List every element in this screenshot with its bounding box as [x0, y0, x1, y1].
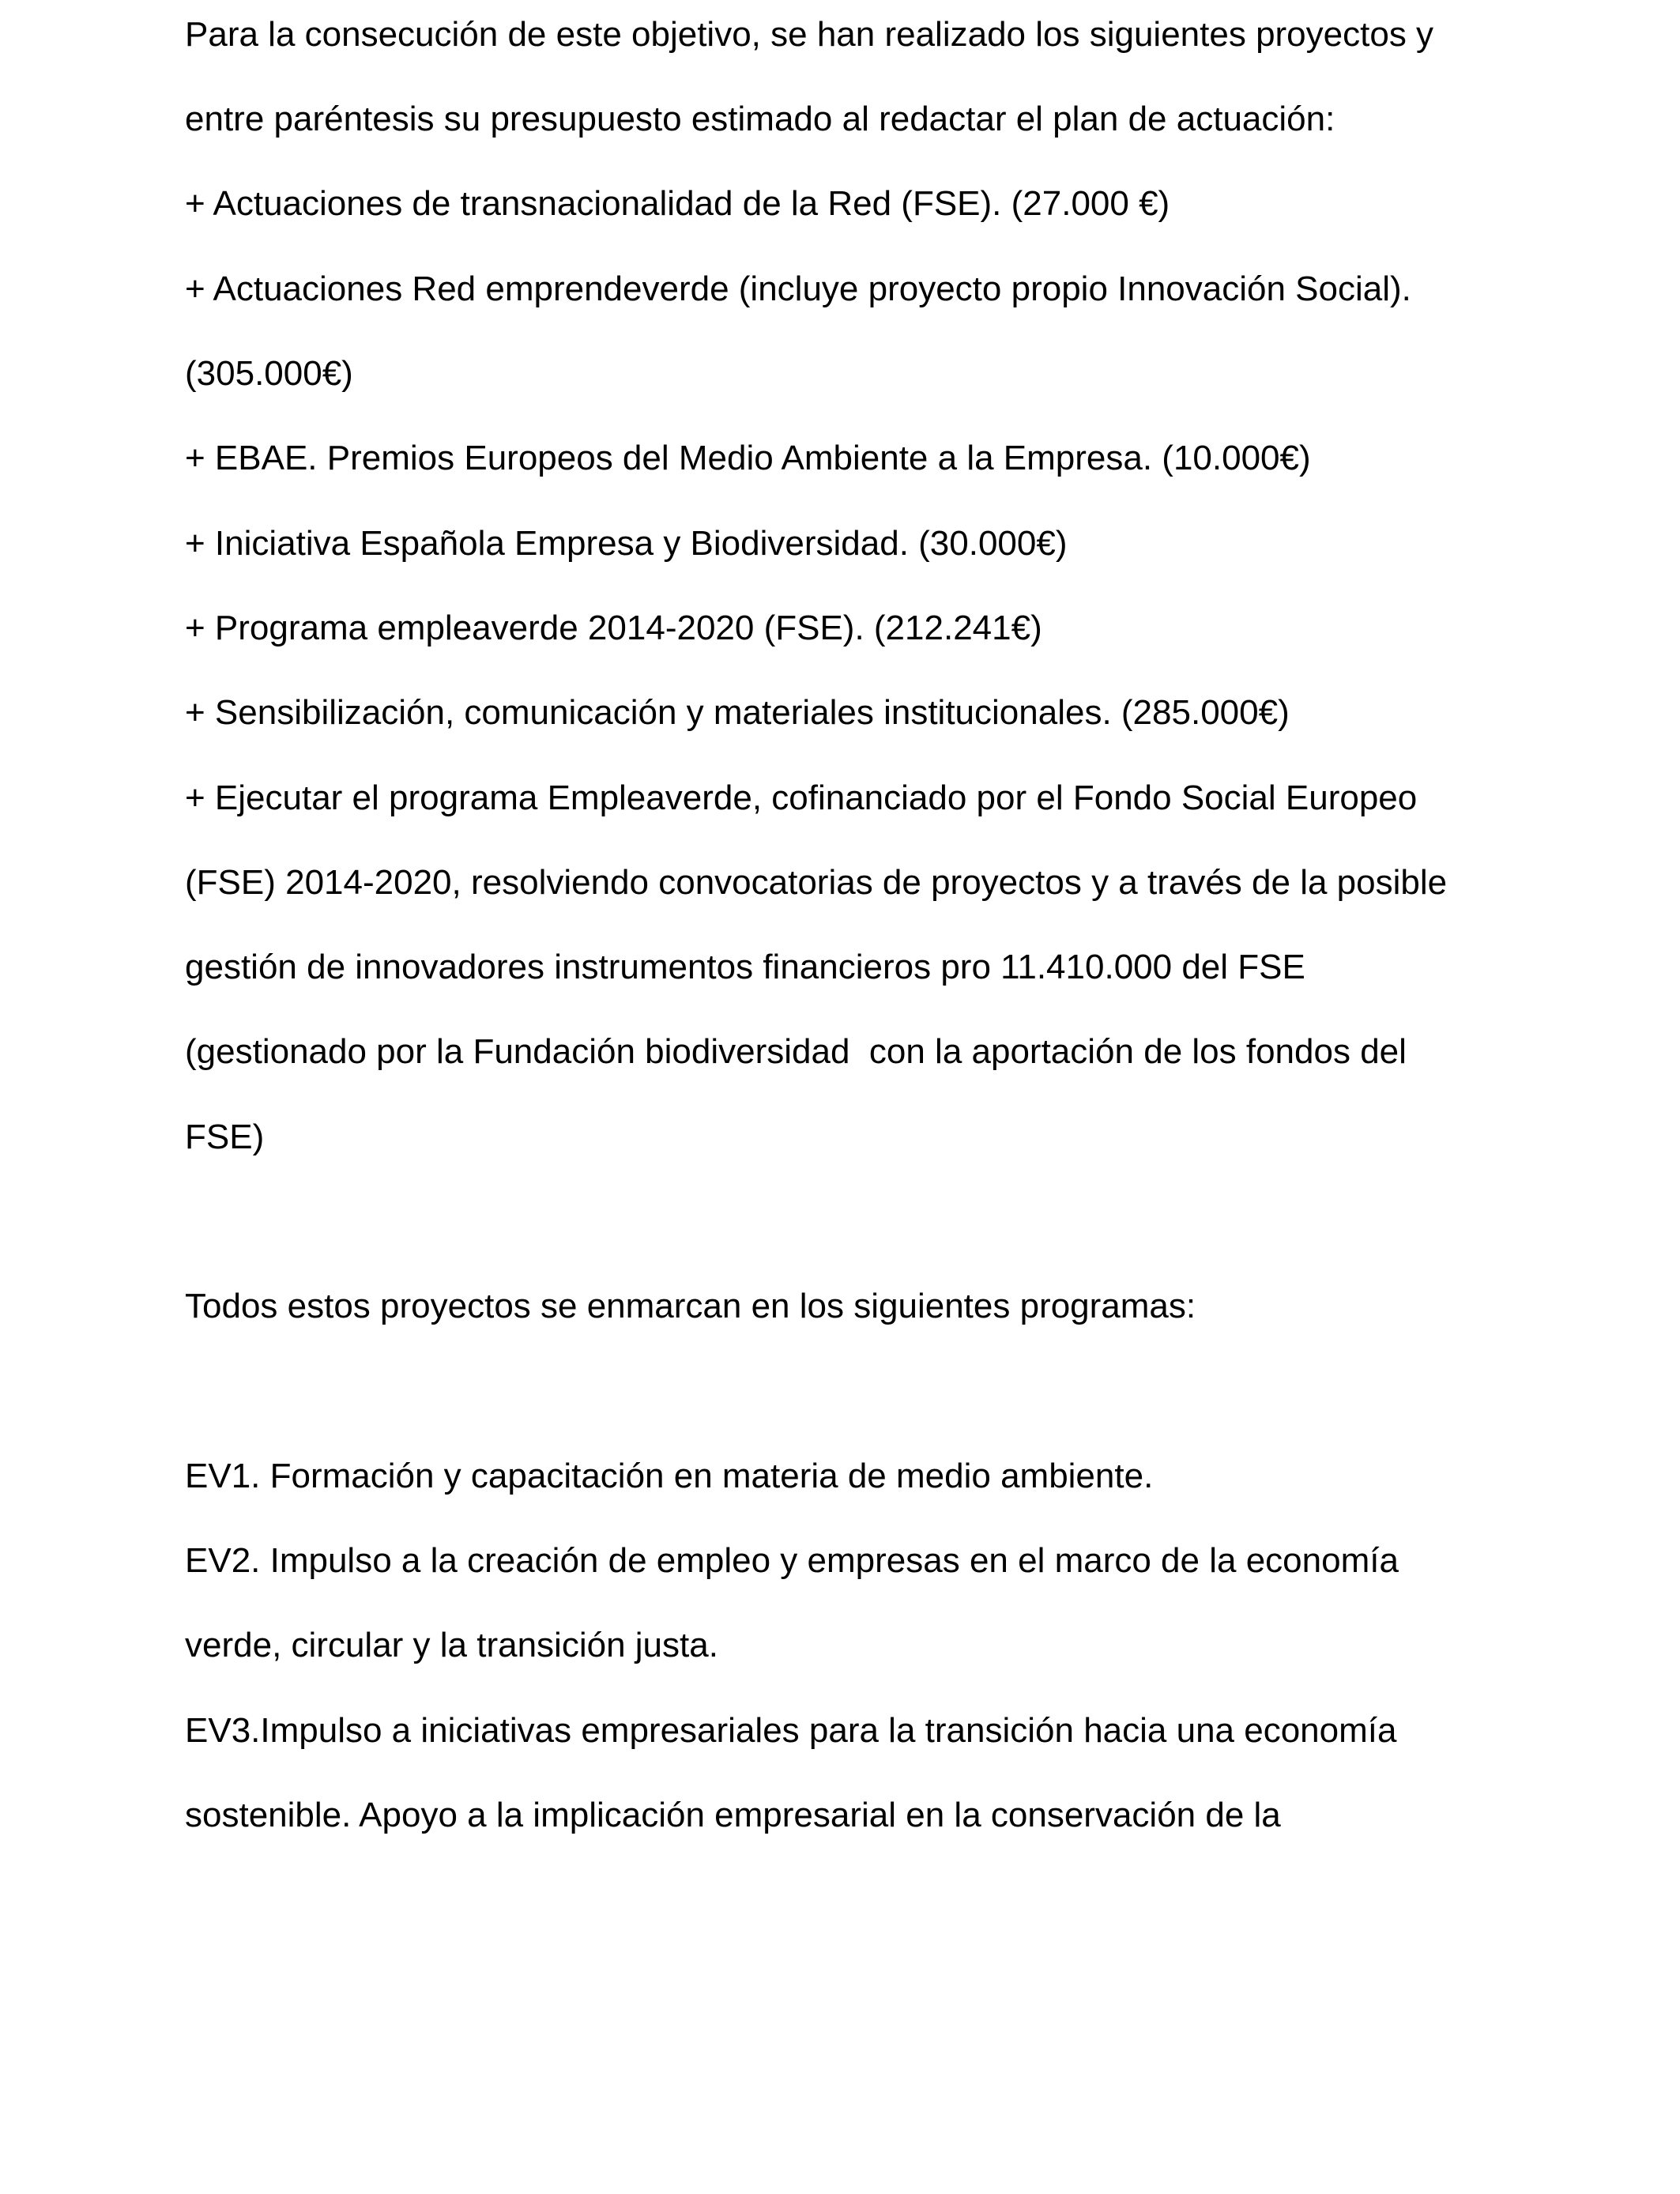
- project-item-emprendeverde: + Actuaciones Red emprendeverde (incluye proyecto propio Innovación Social).: [185, 270, 1411, 308]
- project-item-emprendeverde-budget: (305.000€): [185, 354, 353, 393]
- program-ev3-line-1: EV3.Impulso a iniciativas empresariales para la transición hacia una economía: [185, 1711, 1397, 1750]
- project-item-sensibilizacion: + Sensibilización, comunicación y materiales institucionales. (285.000€): [185, 693, 1290, 732]
- project-item-ebae: + EBAE. Premios Europeos del Medio Ambiente a la Empresa. (10.000€): [185, 439, 1311, 477]
- project-item-ejecutar-line-4: (gestionado por la Fundación biodiversidad con la aportación de los fondos del: [185, 1032, 1407, 1071]
- project-item-ejecutar-line-1: + Ejecutar el programa Empleaverde, cofinanciado por el Fondo Social Europeo: [185, 778, 1418, 817]
- program-ev1: EV1. Formación y capacitación en materia de medio ambiente.: [185, 1457, 1154, 1495]
- intro-line-1: Para la consecución de este objetivo, se han realizado los siguientes proyectos y: [185, 15, 1434, 54]
- project-item-ejecutar-line-2: (FSE) 2014-2020, resolviendo convocatorias de proyectos y a través de la posible: [185, 863, 1448, 902]
- program-ev2-line-2: verde, circular y la transición justa.: [185, 1626, 718, 1664]
- program-ev3-line-2: sostenible. Apoyo a la implicación empresarial en la conservación de la: [185, 1796, 1281, 1834]
- programs-intro: Todos estos proyectos se enmarcan en los siguientes programas:: [185, 1287, 1196, 1325]
- project-item-ejecutar-line-3: gestión de innovadores instrumentos financieros pro 11.410.000 del FSE: [185, 948, 1305, 986]
- program-ev2-line-1: EV2. Impulso a la creación de empleo y empresas en el marco de la economía: [185, 1541, 1399, 1580]
- intro-line-2: entre paréntesis su presupuesto estimado al redactar el plan de actuación:: [185, 100, 1335, 138]
- project-item-transnacionalidad: + Actuaciones de transnacionalidad de la Red (FSE). (27.000 €): [185, 184, 1170, 223]
- project-item-ejecutar-line-5: FSE): [185, 1118, 265, 1156]
- project-item-biodiversidad: + Iniciativa Española Empresa y Biodiversidad. (30.000€): [185, 524, 1068, 563]
- project-item-empleaverde: + Programa empleaverde 2014-2020 (FSE). (212.241€): [185, 609, 1042, 647]
